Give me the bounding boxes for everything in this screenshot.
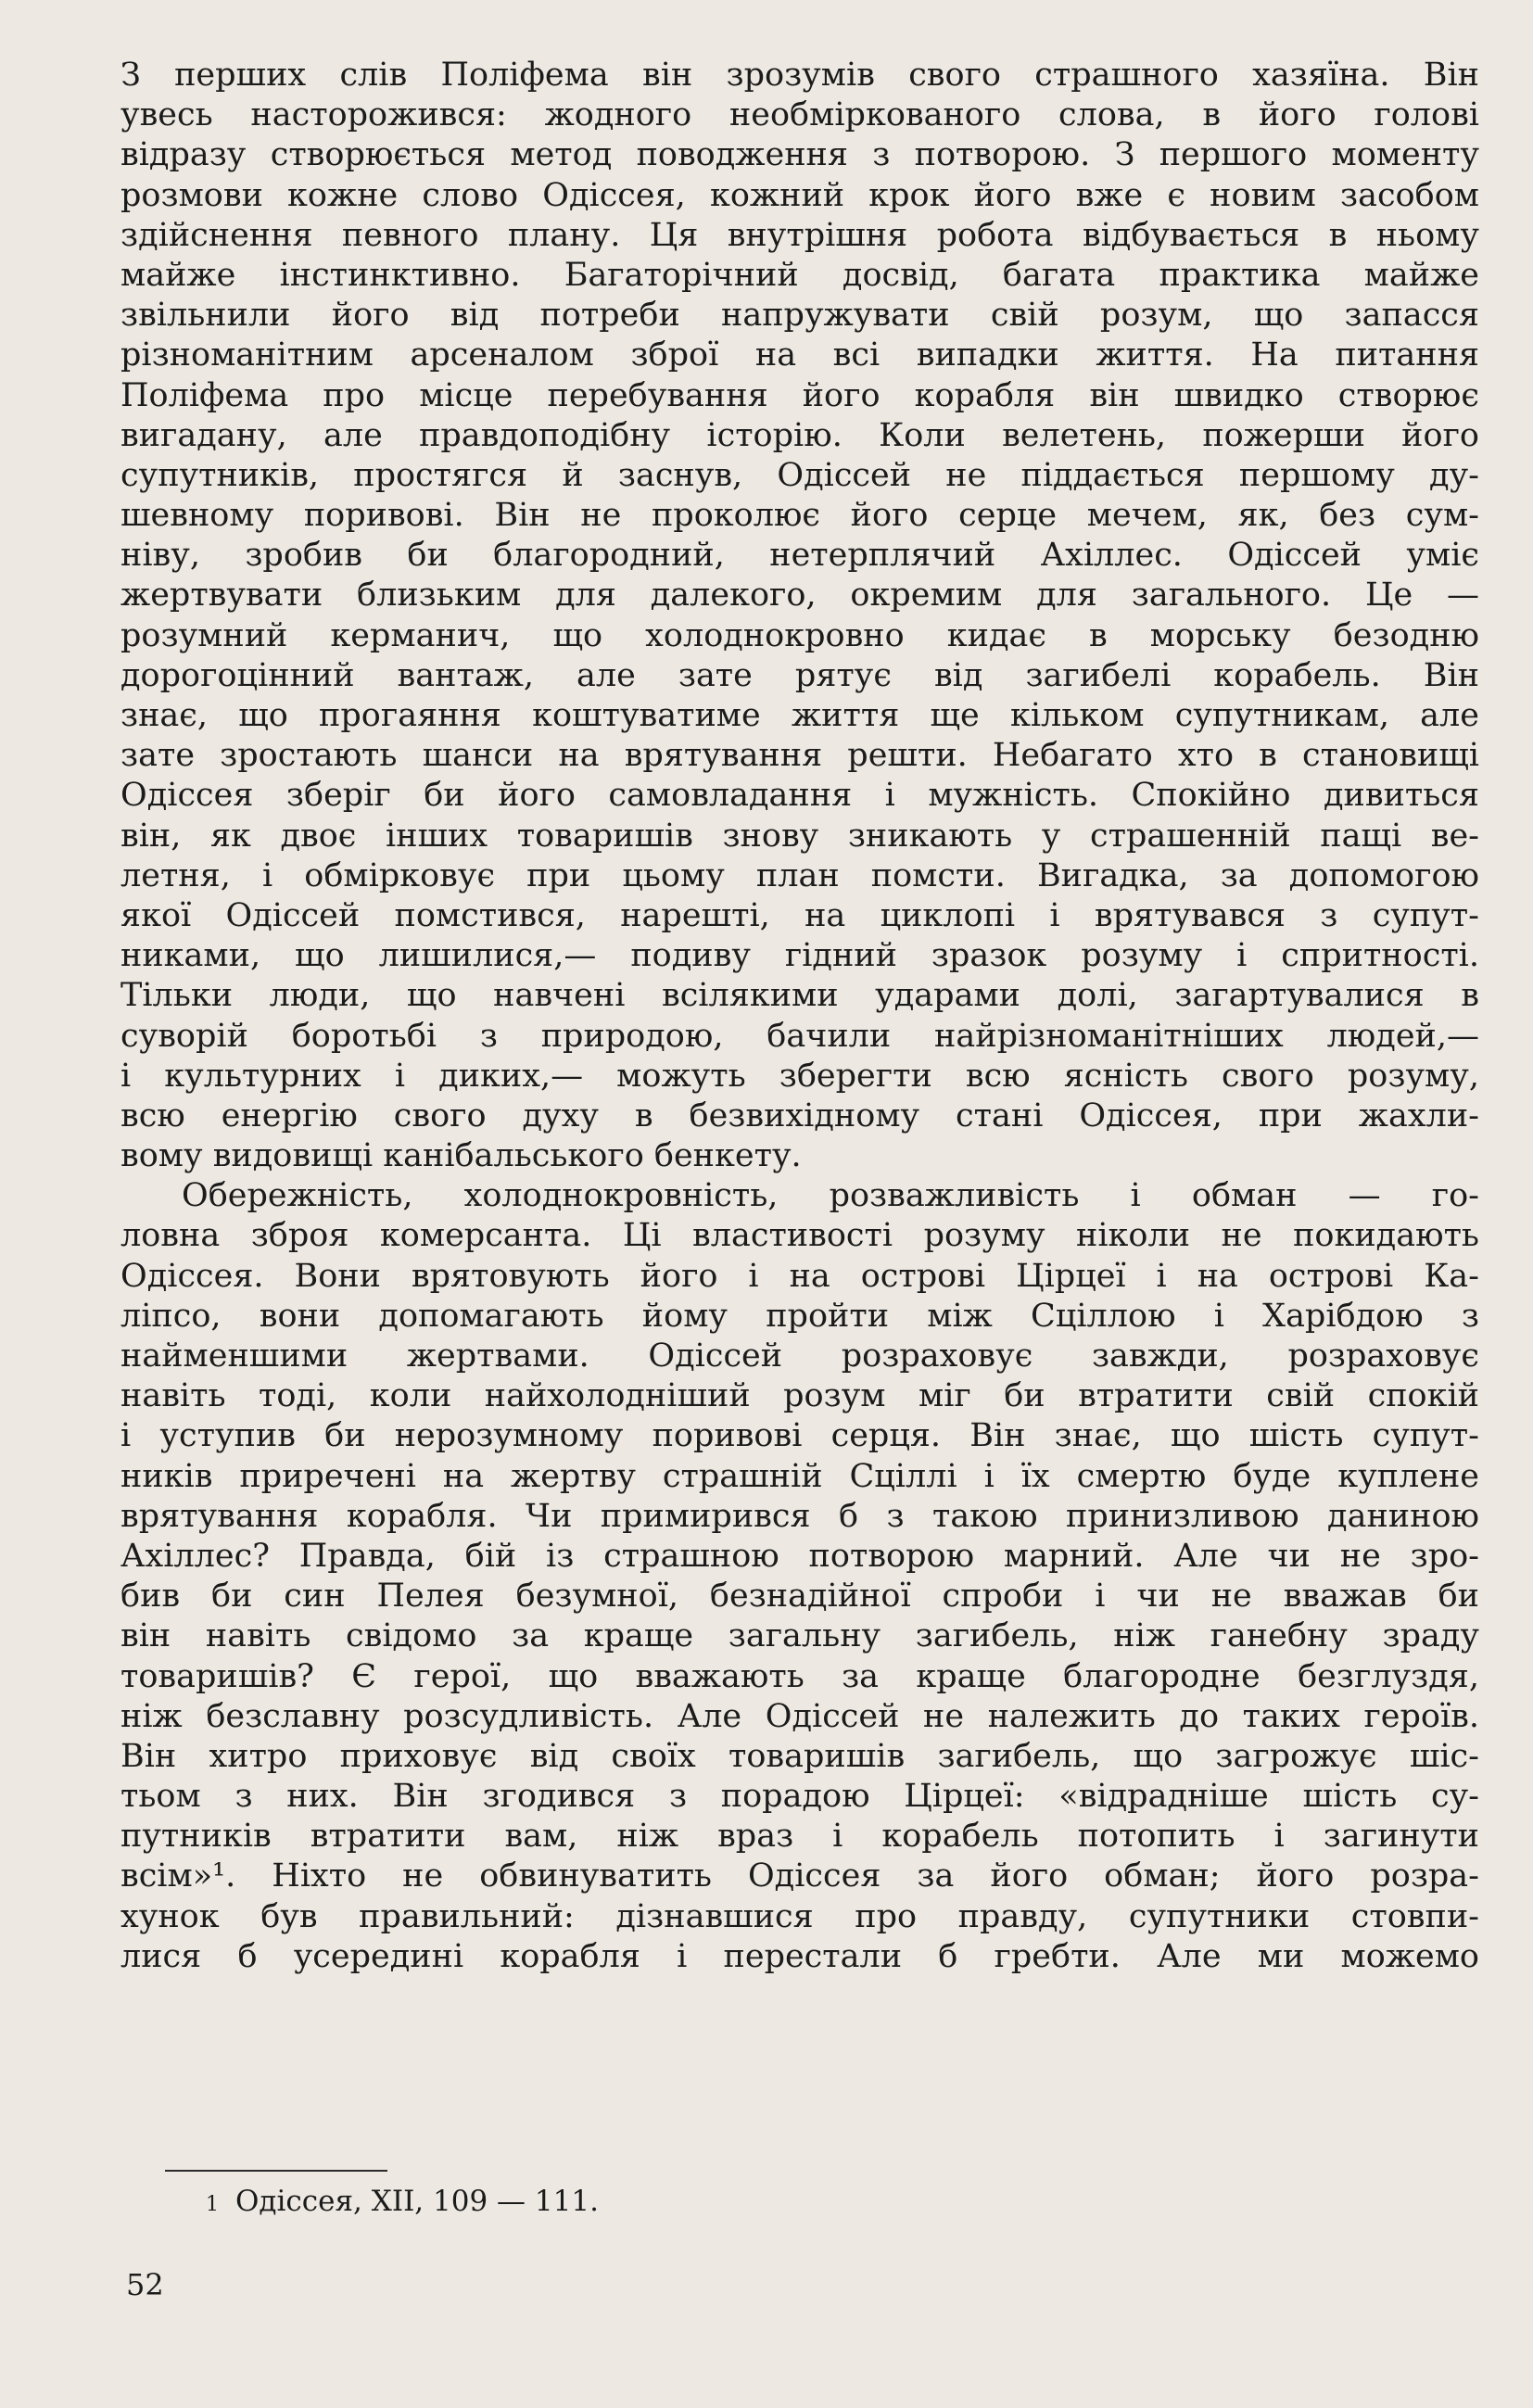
text-line: якої Одіссей помстився, нарешті, на циклопі і врятувався з супут- xyxy=(120,896,1479,934)
text-line: ліпсо, вони допомагають йому пройти між Сціллою і Харібдою з xyxy=(120,1297,1479,1335)
text-line: всю енергію свого духу в безвихідному стані Одіссея, при жахли- xyxy=(120,1096,1479,1134)
text-line: розмови кожне слово Одіссея, кожний крок його вже є новим засобом xyxy=(120,176,1479,214)
text-line: ників приречені на жертву страшній Сціллі і їх смертю буде куплене xyxy=(120,1457,1479,1495)
text-line: никами, що лишилися,— подиву гідний зразок розуму і спритності. xyxy=(120,937,1479,975)
text-line: зате зростають шанси на врятування решти. Небагато хто в становищі xyxy=(120,737,1479,775)
text-line: він навіть свідомо за краще загальну загибель, ніж ганебну зраду xyxy=(120,1617,1479,1655)
text-line: хунок був правильний: дізнавшися про правду, супутники стовпи- xyxy=(120,1897,1479,1935)
text-line: ловна зброя комерсанта. Ці властивості розуму ніколи не покидають xyxy=(120,1217,1479,1255)
text-line: суворій боротьбі з природою, бачили найрізноманітніших людей,— xyxy=(120,1017,1479,1055)
text-line: знає, що прогаяння коштуватиме життя ще кільком супутникам, але xyxy=(120,697,1479,734)
text-line: він, як двоє інших товаришів знову зникають у страшенній пащі ве- xyxy=(120,817,1479,855)
text-line: вигадану, але правдоподібну історію. Коли велетень, пожерши його xyxy=(120,416,1479,454)
footnote-divider xyxy=(165,2170,387,2172)
text-line: супутників, простягся й заснув, Одіссей не піддається першому ду- xyxy=(120,456,1479,494)
text-line: ніж безславну розсудливість. Але Одіссей не належить до таких героїв. xyxy=(120,1697,1479,1735)
footnote xyxy=(206,2183,599,2224)
text-line: увесь насторожився: жодного необміркованого слова, в його голові xyxy=(120,96,1479,134)
text-line: і уступив би нерозумному поривові серця. Він знає, що шість супут- xyxy=(120,1417,1479,1455)
paragraph-first-line: Обережність, холоднокровність, розважливість і обман — го- xyxy=(182,1177,1479,1215)
text-line: летня, і обмірковує при цьому план помсти. Вигадка, за допомогою xyxy=(120,856,1479,894)
paragraph-last-line: вому видовищі канібальського бенкету. xyxy=(120,1137,802,1175)
footnote-mark: 1 xyxy=(206,2193,219,2216)
text-line: Він хитро приховує від своїх товаришів загибель, що загрожує шіс- xyxy=(120,1737,1479,1775)
text-line: бив би син Пелея безумної, безнадійної спроби і чи не вважав би xyxy=(120,1578,1479,1616)
text-line: Одіссея. Вони врятовують його і на острові Цірцеї і на острові Ка- xyxy=(120,1257,1479,1295)
text-line: шевному поривові. Він не проколює його серце мечем, як, без сум- xyxy=(120,497,1479,535)
text-line: З перших слів Поліфема він зрозумів свого страшного хазяїна. Він xyxy=(120,57,1479,94)
text-line: товаришів? Є герої, що вважають за краще благородне безглуздя, xyxy=(120,1657,1479,1695)
text-line: звільнили його від потреби напружувати свій розум, що запасся xyxy=(120,297,1479,335)
text-line: найменшими жертвами. Одіссей розраховує завжди, розраховує xyxy=(120,1337,1479,1375)
text-line: Поліфема про місце перебування його корабля він швидко створює xyxy=(120,376,1479,414)
text-line: жертвувати близьким для далекого, окремим для загального. Це — xyxy=(120,577,1479,615)
text-line: врятування корабля. Чи примирився б з такою принизливою даниною xyxy=(120,1497,1479,1535)
text-line: Ахіллес? Правда, бій із страшною потворою марний. Але чи не зро- xyxy=(120,1537,1479,1575)
text-line: різноманітним арсеналом зброї на всі випадки життя. На питання xyxy=(120,336,1479,374)
text-line: навіть тоді, коли найхолодніший розум міг би втратити свій спокій xyxy=(120,1377,1479,1415)
text-line: путників втратити вам, ніж враз і корабель потопить і загинути xyxy=(120,1818,1479,1856)
page-number: 52 xyxy=(126,2267,164,2302)
text-line: Одіссея зберіг би його самовладання і мужність. Спокійно дивиться xyxy=(120,777,1479,815)
text-line: ніву, зробив би благородний, нетерплячий Ахіллес. Одіссей уміє xyxy=(120,537,1479,575)
text-line: розумний керманич, що холоднокровно кидає в морську безодню xyxy=(120,616,1479,654)
text-line: відразу створюється метод поводження з потворою. З першого моменту xyxy=(120,136,1479,174)
text-line: лися б усередині корабля і перестали б гребти. Але ми можемо xyxy=(120,1937,1479,1975)
text-line: здійснення певного плану. Ця внутрішня робота відбувається в ньому xyxy=(120,216,1479,254)
text-line: всім»¹. Ніхто не обвинуватить Одіссея за його обман; його розра- xyxy=(120,1857,1479,1895)
body-text xyxy=(120,56,1479,1977)
text-line: майже інстинктивно. Багаторічний досвід, багата практика майже xyxy=(120,256,1479,294)
text-line: дорогоцінний вантаж, але зате рятує від загибелі корабель. Він xyxy=(120,656,1479,694)
text-line: і культурних і диких,— можуть зберегти всю ясність свого розуму, xyxy=(120,1057,1479,1095)
footnote-text: Одіссея, XII, 109 — 111. xyxy=(235,2185,599,2218)
text-line: Тільки люди, що навчені всілякими ударами долі, загартувалися в xyxy=(120,977,1479,1015)
text-line: тьом з них. Він згодився з порадою Цірцеї: «відрадніше шість су- xyxy=(120,1778,1479,1816)
